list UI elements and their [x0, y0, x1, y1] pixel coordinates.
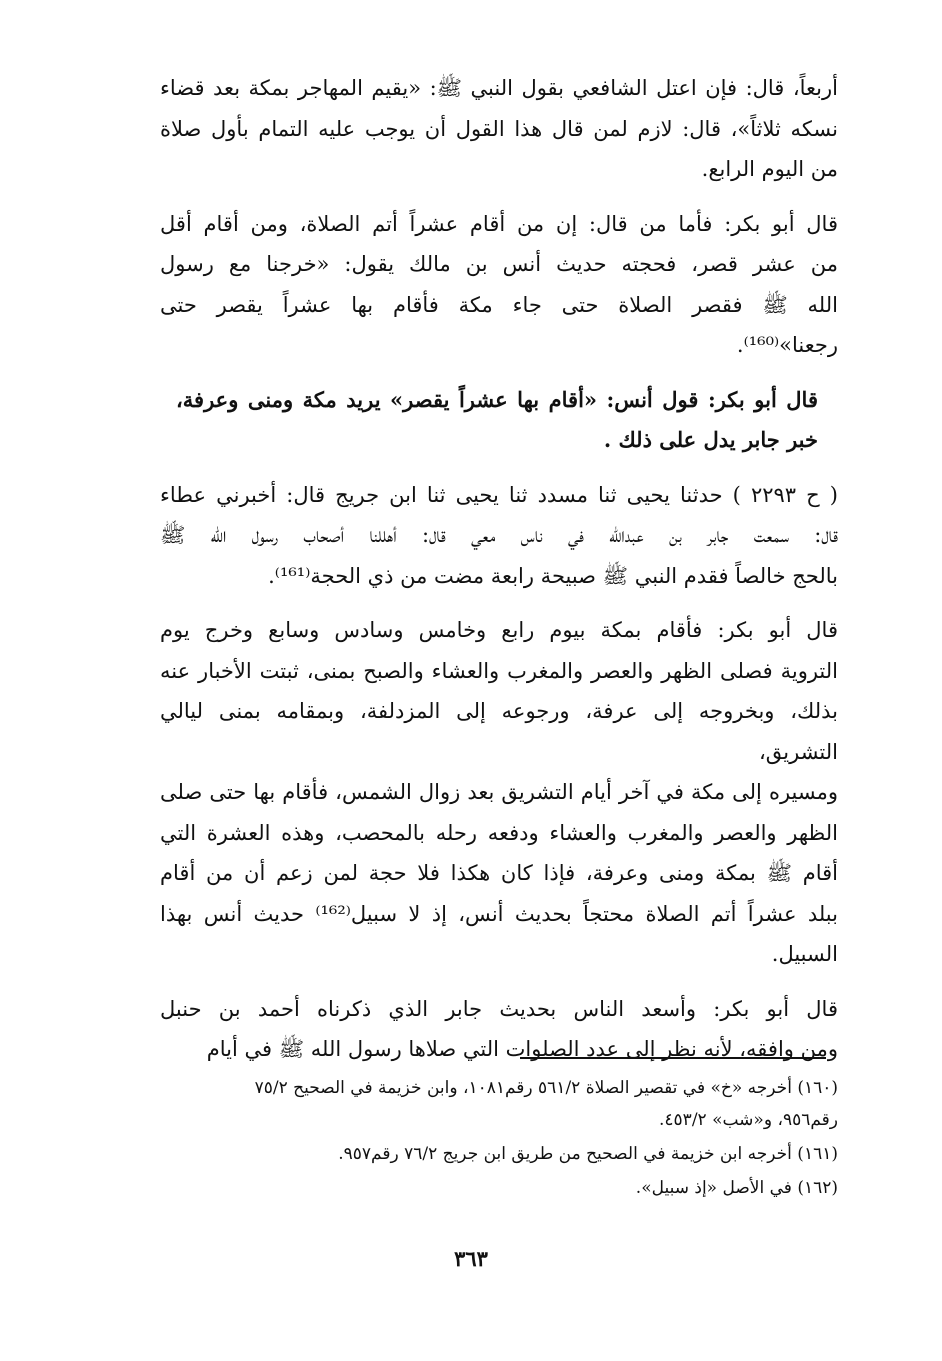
paragraph	[176, 380, 818, 461]
text-line: ومن وافقه، لأنه نظر إلى عدد الصلوات التي صلاها رسول الله ﷺ في أيام	[206, 1037, 838, 1061]
text-line: من عشر قصر، فحجته حديث أنس بن مالك يقول: «خرجنا مع رسول	[160, 252, 838, 276]
footnote-line: (١٦١) أخرجه ابن خزيمة في الصحيح من طريق ابن جريج ٧٦/٢ رقم٩٥٧.	[338, 1144, 838, 1164]
paragraph	[160, 475, 838, 597]
text-line: الظهر والعصر والمغرب والعشاء ودفعه رحله بالمحصب، وهذه العشرة التي	[160, 820, 838, 845]
text-line: أقام ﷺ بمكة ومنى وعرفة، فإذا كان هكذا فلا حجة لمن زعم أن من أقام	[160, 861, 838, 885]
page-number: ٣٦٣	[454, 1246, 488, 1271]
text-line: ببلد عشراً أتم الصلاة محتجاً بحديث أنس، إذ لا سبيل⁽¹⁶²⁾ حديث أنس بهذا	[160, 901, 838, 926]
main-text	[160, 68, 838, 1084]
text-line: ( ح ٢٢٩٣ ) حدثنا يحيى ثنا مسدد ثنا يحيى ثنا ابن جريج قال: أخبرني عطاء	[160, 482, 838, 507]
text-line: التروية فصلى الظهر والعصر والمغرب والعشاء والصبح بمنى، ثبتت الأخبار عنه	[160, 658, 838, 683]
text-line: من اليوم الرابع.	[701, 157, 838, 181]
text-line: بذلك، وبخروجه إلى عرفة، ورجوعه إلى المزدلفة، وبمقامه بمنى ليالي التشريق،	[160, 699, 838, 764]
text-line: قال أبو بكر: وأسعد الناس بحديث جابر الذي ذكرناه أحمد بن حنبل	[160, 996, 838, 1021]
text-line: رجعنا»⁽¹⁶⁰⁾.	[736, 333, 838, 357]
text-line: أربعاً، قال: فإن اعتل الشافعي بقول النبي ﷺ: «يقيم المهاجر بمكة بعد قضاء	[160, 76, 838, 100]
footnote-line: (١٦٠) أخرجه «خ» في تقصير الصلاة ٥٦١/٢ رقم١٠٨١، وابن خزيمة في الصحيح ٧٥/٢	[254, 1078, 838, 1098]
text-line: بالحج خالصاً فقدم النبي ﷺ صبيحة رابعة مضت من ذي الحجة⁽¹⁶¹⁾.	[268, 563, 838, 588]
text-line: قال أبو بكر: فأقام بمكة بيوم رابع وخامس وسادس وسابع وخرج يوم	[160, 618, 838, 642]
text-line: قال أبو بكر: فأما من قال: إن من أقام عشراً أتم الصلاة، ومن أقام أقل	[160, 211, 838, 236]
footnote	[160, 1072, 838, 1136]
paragraph	[160, 204, 838, 366]
footnote-line: رقم٩٥٦، و«شب» ٤٥٣/٢.	[659, 1110, 838, 1130]
text-line: نسكه ثلاثاً»، قال: لازم لمن قال هذا القول أن يوجب عليه التمام بأول صلاة	[160, 116, 838, 141]
text-line: قال أبو بكر: قول أنس: «أقام بها عشراً يقصر» يريد مكة ومنى وعرفة،	[176, 386, 818, 412]
text-line: السبيل.	[771, 942, 838, 966]
footnote	[160, 1138, 838, 1170]
text-line: ومسيره إلى مكة في آخر أيام التشريق بعد زوال الشمس، فأقام بها حتى صلى	[160, 780, 838, 804]
text-line: الله ﷺ فقصر الصلاة حتى جاء مكة فأقام بها عشراً يقصر حتى	[160, 292, 838, 317]
footnotes	[160, 1072, 838, 1206]
text-line: خبر جابر يدل على ذلك .	[603, 427, 818, 452]
footnote-divider	[520, 1057, 826, 1059]
paragraph	[160, 610, 838, 975]
footnote-line: (١٦٢) في الأصل «إذ سبيل».	[635, 1178, 838, 1198]
paragraph	[160, 68, 838, 190]
footnote	[160, 1172, 838, 1204]
text-line: قال: سمعت جابر بن عبدالله في ناس معي قال: أهللنا أصحاب رسول الله ﷺ	[160, 523, 838, 547]
